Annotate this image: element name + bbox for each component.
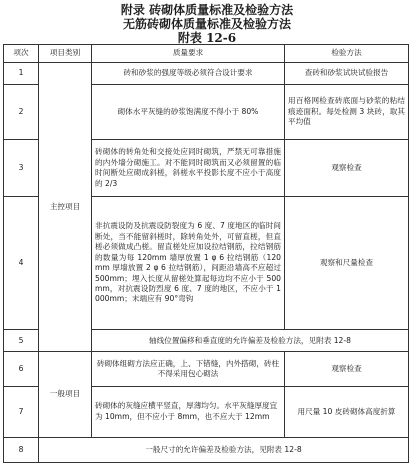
row-method: 观察检查 [285, 352, 409, 386]
header-requirement: 质量要求 [92, 45, 285, 63]
table-row [4, 63, 409, 84]
row-method: 观察和尺量检查 [285, 197, 409, 330]
appendix-title: 附录 砖砌体质量标准及检验方法 [120, 3, 294, 17]
row-requirement: 非抗震设防及抗震设防裂度为 6 度、7 度地区的临时间断处，当不能留斜槎时，除转角处外，可留直槎，但直槎必须做成凸槎。留直槎处应加设拉结钢筋，拉结钢筋的数量为每 120mm 墙厚放置 1 φ 6 拉结钢筋（120mm 厚墙放置 2 φ 6 拉结钢筋），间距沿墙高不应超过 500mm；埋入长度从留槎处算起每边均不应小于 500mm，对抗震设防烈度 6 度、7 度的地区，不应小于 1000mm；末端应有 90°弯钩 [92, 197, 285, 330]
row-index: 8 [4, 437, 39, 462]
quality-standards-table [3, 44, 409, 463]
row-method: 查砖和砂浆试块试验报告 [285, 63, 409, 84]
header-method: 检验方法 [285, 45, 409, 63]
table-row [4, 352, 409, 386]
table-header-row [4, 45, 409, 63]
header-index: 项次 [4, 45, 39, 63]
row-index: 3 [4, 140, 39, 197]
row-requirement: 砌体水平灰缝的砂浆饱满度不得小于 80% [92, 84, 285, 140]
row-requirement: 砖砌体的灰缝应横平竖直，厚薄均匀。水平灰缝厚度宜为 10mm，但不应小于 8mm，也不应大于 12mm [92, 386, 285, 437]
table-number: 附表 12-6 [177, 31, 237, 45]
row-method: 用百格网检查砖底面与砂浆的粘结痕迹面积。每处检测 3 块砖，取其平均值 [285, 84, 409, 140]
row-index: 6 [4, 352, 39, 386]
table-row [4, 437, 409, 462]
header-category: 项目类别 [39, 45, 92, 63]
row-index: 1 [4, 63, 39, 84]
row-requirement: 砖砌体组砌方法应正确，上、下错缝，内外搭砌，砖柱不得采用包心砌法 [92, 352, 285, 386]
table-title: 无筋砖砌体质量标准及检验方法 [122, 17, 291, 31]
group-main-items: 主控项目 [39, 63, 92, 352]
row-requirement: 轴线位置偏移和垂直度的允许偏差及检验方法，见附表 12-8 [92, 330, 409, 352]
row-index: 4 [4, 197, 39, 330]
group-general-items: 一般项目 [39, 352, 92, 437]
row-requirement: 一般尺寸的允许偏差及检验方法，见附表 12-8 [39, 437, 409, 462]
row-requirement: 砖和砂浆的强度等级必须符合设计要求 [92, 63, 285, 84]
row-index: 5 [4, 330, 39, 352]
row-requirement: 砖砌体的转角处和交接处应同时砌筑，严禁无可靠措施的内外墙分砌施工。对不能同时砌筑而又必须留置的临时间断处应砌成斜槎，斜槎水平投影长度不应小于高度的 2/3 [92, 140, 285, 197]
row-method: 观察检查 [285, 140, 409, 197]
row-index: 2 [4, 84, 39, 140]
row-method: 用尺量 10 皮砖砌体高度折算 [285, 386, 409, 437]
row-index: 7 [4, 386, 39, 437]
